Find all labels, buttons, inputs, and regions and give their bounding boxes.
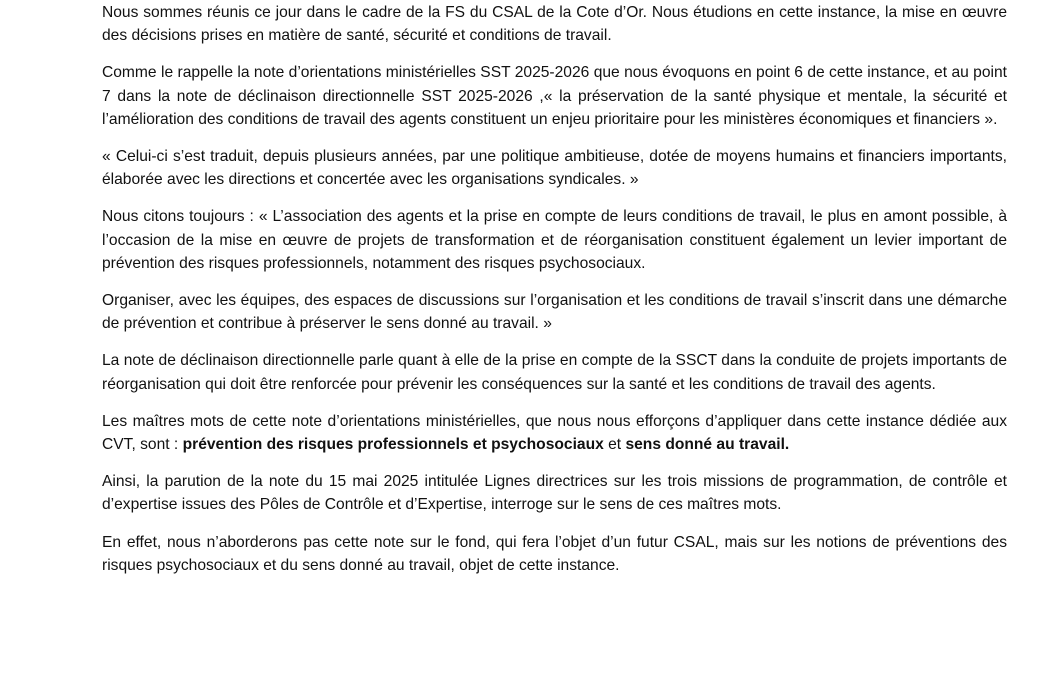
- paragraph-7-intro: Les maîtres mots de cette note d’orientations ministérielles, que nous nous efforçons d’appliquer dans cette instance dédiée aux CVT, sont :: [102, 412, 1007, 454]
- document-page: [102, 1, 1007, 591]
- paragraph-7-bold-prevention: prévention des risques professionnels et psychosociaux: [182, 436, 604, 454]
- paragraph-8: Ainsi, la parution de la note du 15 mai 2025 intitulée Lignes directrices sur les trois missions de programmation, de contrôle et d’expertise issues des Pôles de Contrôle et d’Expertise, interroge sur le sens de ces maîtres mots.: [102, 473, 1007, 514]
- paragraph-3: « Celui-ci s’est traduit, depuis plusieurs années, par une politique ambitieuse, dotée de moyens humains et financiers importants, élaborée avec les directions et concertée avec les organisations syndicales. »: [102, 148, 1007, 189]
- paragraph-4: Nous citons toujours : « L’association des agents et la prise en compte de leurs conditions de travail, le plus en amont possible, à l’occasion de la mise en œuvre de projets de transformation et de réorganisation constituent également un levier important de prévention des risques professionnels, notamment des risques psychosociaux.: [102, 208, 1007, 272]
- paragraph-7-bold-sens: sens donné au travail.: [625, 436, 790, 454]
- paragraph-1: Nous sommes réunis ce jour dans le cadre de la FS du CSAL de la Cote d’Or. Nous étudions en cette instance, la mise en œuvre des décisions prises en matière de santé, sécurité et conditions de travail.: [102, 4, 1007, 45]
- paragraph-6: La note de déclinaison directionnelle parle quant à elle de la prise en compte de la SSCT dans la conduite de projets importants de réorganisation qui doit être renforcée pour prévenir les conséquences sur la santé et les conditions de travail des agents.: [102, 352, 1007, 393]
- paragraph-7: [102, 410, 1007, 456]
- paragraph-2: Comme le rappelle la note d’orientations ministérielles SST 2025-2026 que nous évoquons en point 6 de cette instance, et au point 7 dans la note de déclinaison directionnelle SST 2025-2026 ,« la préservation de la santé physique et mentale, la sécurité et l’amélioration des conditions de travail des agents constituent un enjeu prioritaire pour les ministères économiques et financiers ».: [102, 64, 1007, 128]
- paragraph-5: Organiser, avec les équipes, des espaces de discussions sur l’organisation et les conditions de travail s’inscrit dans une démarche de prévention et contribue à préserver le sens donné au travail. »: [102, 292, 1007, 333]
- paragraph-7-conjunction: et: [603, 436, 626, 454]
- paragraph-9: En effet, nous n’aborderons pas cette note sur le fond, qui fera l’objet d’un futur CSAL, mais sur les notions de préventions des risques psychosociaux et du sens donné au travail, objet de cette instance.: [102, 533, 1007, 574]
